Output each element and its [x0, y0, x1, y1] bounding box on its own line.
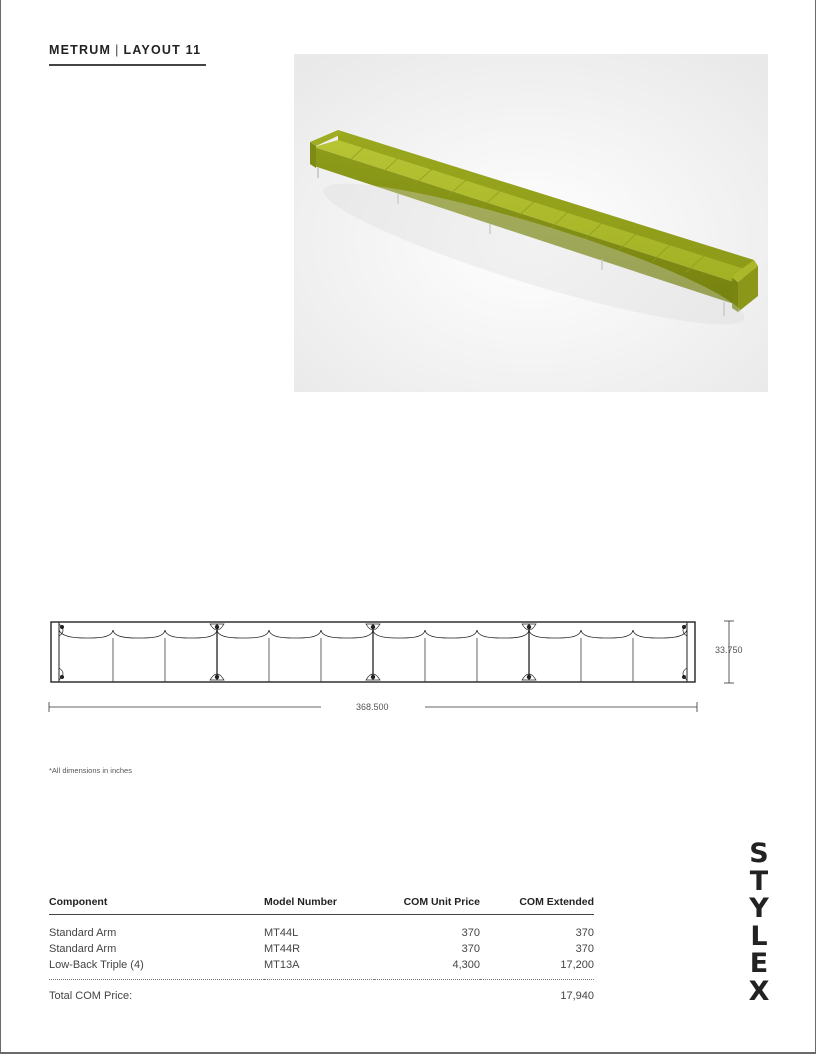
cell-extended: 17,200 [480, 957, 594, 980]
cell-extended: 370 [575, 943, 594, 955]
header-component: Component [49, 894, 264, 915]
header-model-number: Model Number [264, 894, 374, 915]
width-dimension-label: 368.500 [356, 702, 389, 712]
total-label: Total COM Price: [49, 990, 133, 1002]
cell-model: MT44R [264, 943, 301, 955]
cell-unit-price: 370 [461, 943, 480, 955]
cell-model: MT44L [264, 927, 299, 939]
cell-model: MT13A [264, 957, 374, 980]
brand-letter: E [749, 948, 769, 979]
layout-name: LAYOUT 11 [123, 43, 202, 57]
table-row [49, 957, 594, 980]
header-extended: COM Extended [480, 894, 594, 915]
plan-view-drawing [40, 612, 760, 722]
cell-unit-price: 370 [461, 927, 480, 939]
brand-letter: S [749, 838, 769, 869]
cell-extended: 370 [575, 927, 594, 939]
cell-component: Standard Arm [49, 927, 117, 939]
brand-letter: T [749, 865, 769, 897]
brand-letter: Y [749, 893, 769, 924]
dimensions-footnote: *All dimensions in inches [49, 766, 132, 775]
cell-component: Standard Arm [49, 943, 117, 955]
table-header-row [49, 894, 594, 915]
product-name: METRUM [49, 43, 112, 57]
title-separator: | [115, 43, 120, 57]
brand-letter: X [748, 975, 770, 1007]
table-row [49, 915, 594, 942]
product-render-image [294, 54, 768, 392]
title-underline [49, 64, 206, 66]
cell-unit-price: 4,300 [374, 957, 480, 980]
total-value: 17,940 [560, 990, 594, 1002]
table-row [49, 941, 594, 957]
brand-logo [742, 840, 776, 1005]
price-table [49, 894, 594, 1004]
depth-dimension-label: 33.750 [715, 645, 743, 655]
total-row [49, 980, 594, 1005]
cell-component: Low-Back Triple (4) [49, 957, 264, 980]
brand-letter: L [750, 920, 768, 952]
header-unit-price: COM Unit Price [374, 894, 480, 915]
page-title [49, 43, 201, 57]
